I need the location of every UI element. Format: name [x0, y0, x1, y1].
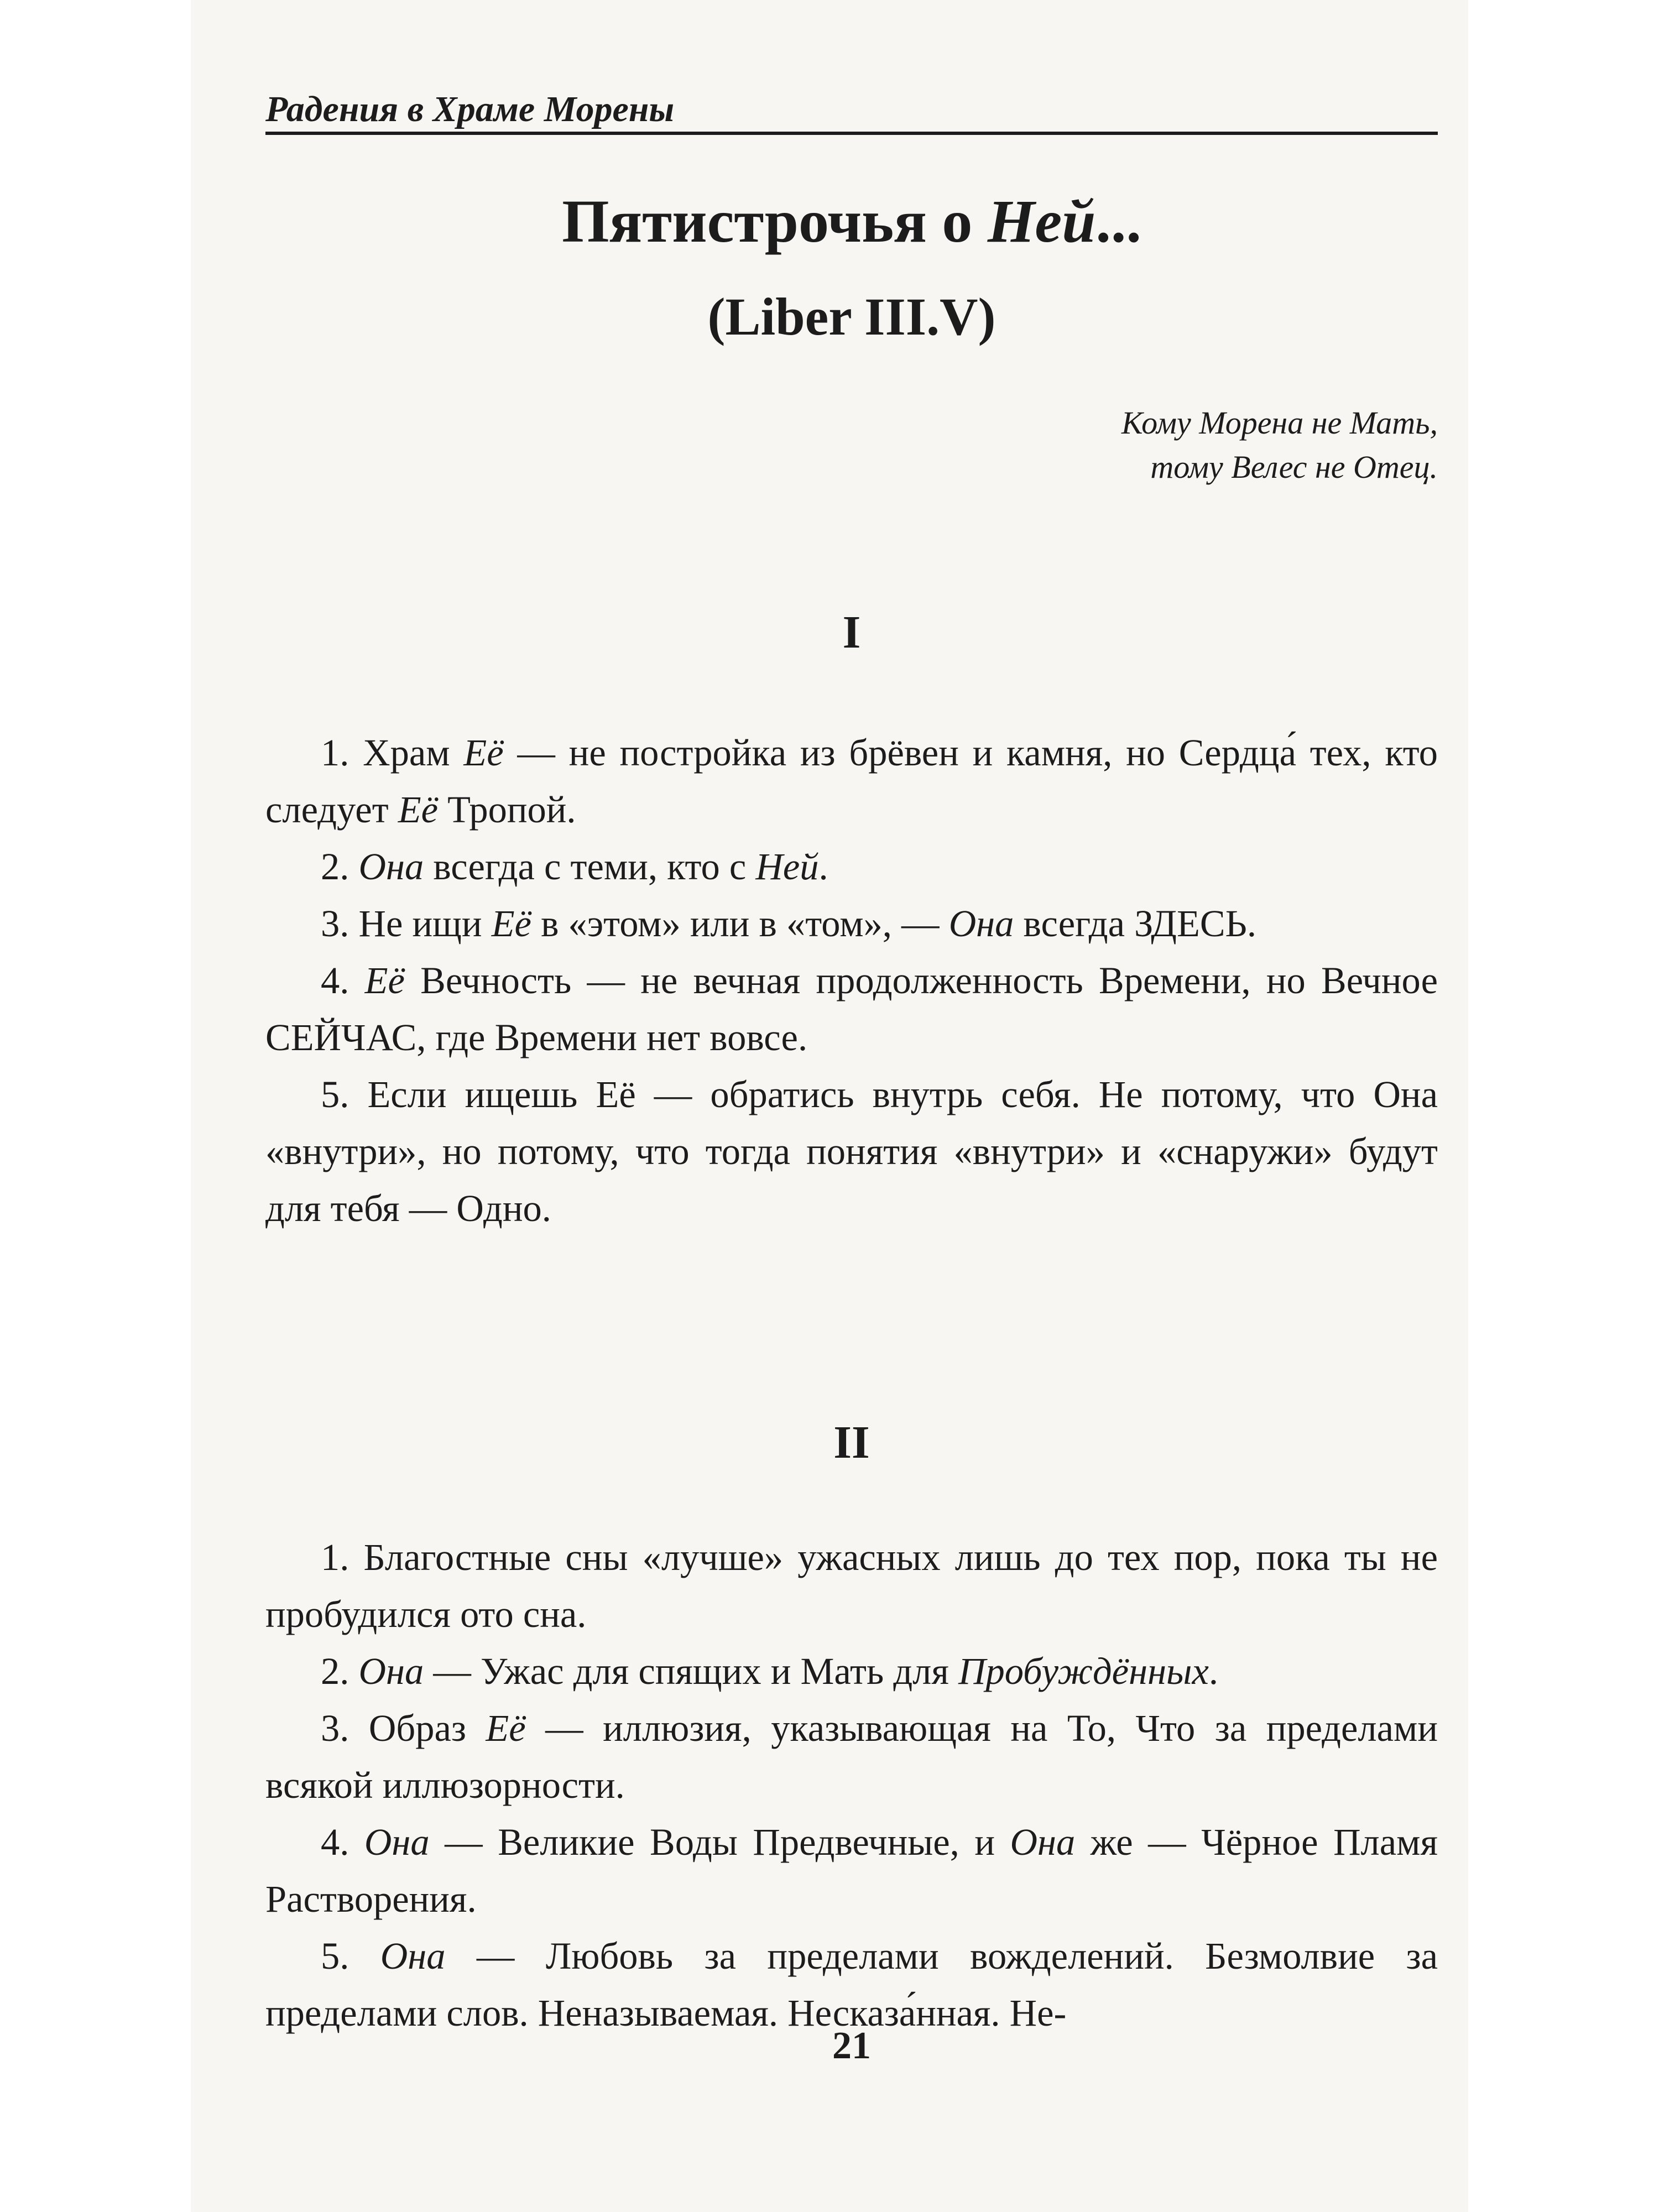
page-header: [265, 84, 1438, 134]
chapter-title: [265, 188, 1438, 255]
verse-1-2: 2. Она всегда с теми, кто с Ней.: [321, 846, 828, 888]
verse-1-5: 5. Если ищешь Её — обратись внутрь себя. Не потому, что Она «внутри», но потому, что тогда понятия «внутри» и «снаружи» будут для тебя — Одно.: [265, 1073, 1438, 1229]
verse-2-2: 2. Она — Ужас для спящих и Мать для Пробуждённых.: [321, 1650, 1218, 1692]
page-number: 21: [832, 2025, 871, 2067]
verse-2-5: 5. Она — Любовь за пределами вожделений. Безмолвие за пределами слов. Неназываемая. Несказа́нная. Не-: [265, 1935, 1438, 2034]
title-emphasis: Ней: [987, 187, 1096, 255]
verse-2-4: 4. Она — Великие Воды Предвечные, и Она же — Чёрное Пламя Растворения.: [265, 1821, 1438, 1920]
title-prefix: Пятистрочья о: [562, 187, 988, 255]
epigraph-line-1: Кому Морена не Мать,: [1121, 405, 1438, 441]
epigraph: [830, 401, 1438, 489]
running-head: Радения в Храме Морены: [265, 89, 675, 129]
verse-2-1: 1. Благостные сны «лучше» ужасных лишь до тех пор, пока ты не пробудился ото сна.: [265, 1536, 1438, 1635]
section-1-body: [265, 724, 1438, 1237]
title-suffix: ...: [1095, 187, 1141, 255]
chapter-subtitle: (Liber III.V): [707, 287, 996, 346]
section-heading-2: II: [833, 1417, 870, 1468]
verse-2-3: 3. Образ Её — иллюзия, указывающая на То, Что за пределами всякой иллюзорности.: [265, 1707, 1438, 1806]
epigraph-line-2: тому Велес не Отец.: [1150, 449, 1438, 485]
verse-1-1: 1. Храм Её — не постройка из брёвен и камня, но Сердца́ тех, кто следует Её Тропой.: [265, 732, 1438, 831]
section-2-body: [265, 1529, 1438, 2042]
verse-1-3: 3. Не ищи Её в «этом» или в «том», — Она всегда ЗДЕСЬ.: [321, 902, 1257, 945]
header-rule: [265, 132, 1438, 135]
verse-1-4: 4. Её Вечность — не вечная продолженность Времени, но Вечное СЕЙЧАС, где Времени нет вовсе.: [265, 959, 1438, 1058]
section-heading-1: I: [842, 607, 861, 658]
